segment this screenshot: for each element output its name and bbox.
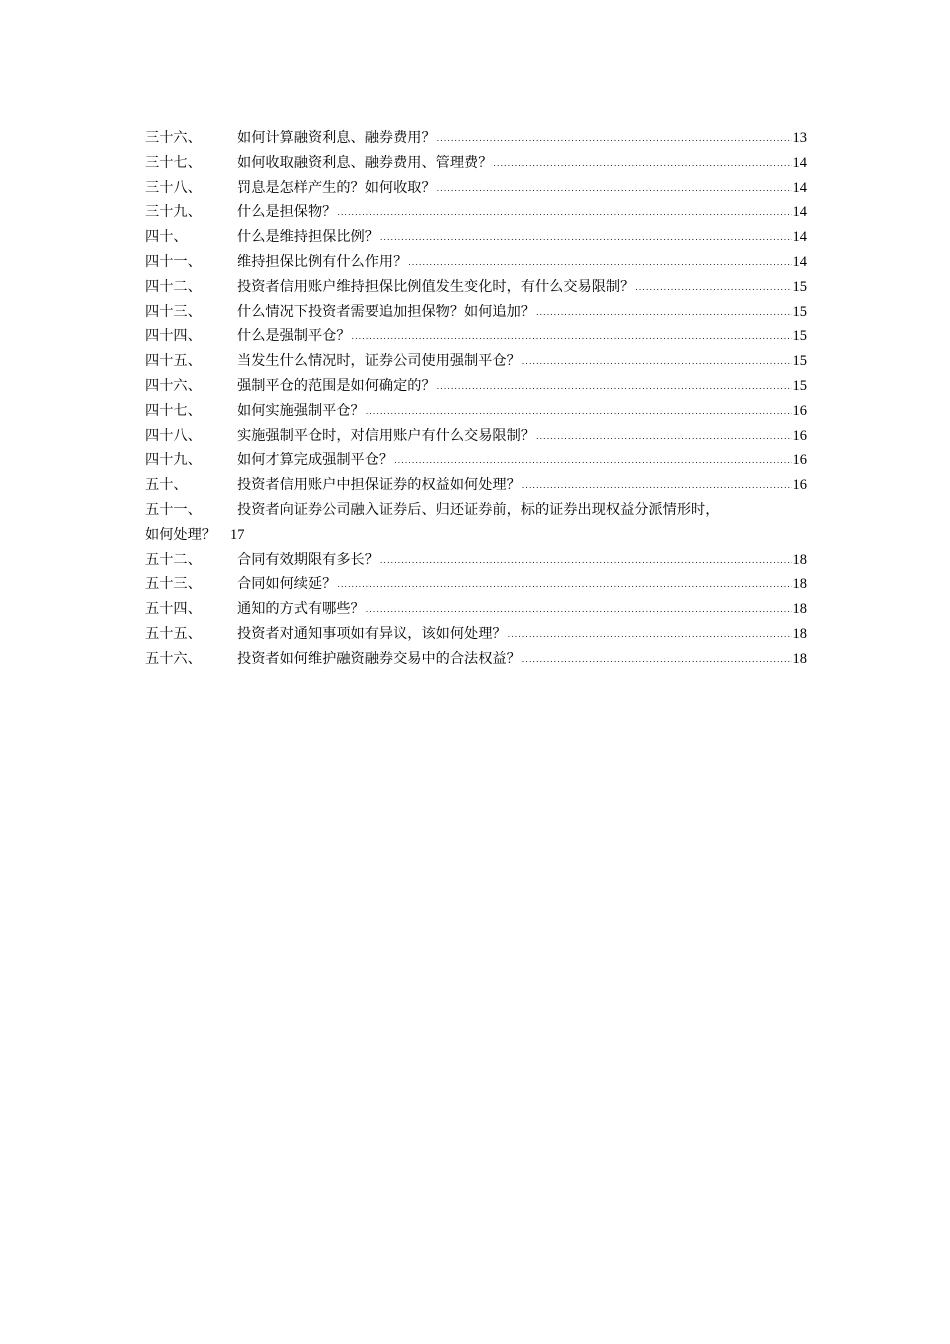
toc-entry-page: 16 <box>792 452 807 469</box>
toc-entry-page: 18 <box>792 576 807 593</box>
toc-entry-page: 14 <box>792 154 807 171</box>
toc-entry-page: 17 <box>229 526 245 543</box>
toc-entry-number: 四十七、 <box>145 402 202 419</box>
toc-entry-title: 强制平仓的范围是如何确定的？ <box>237 377 436 394</box>
toc-entry-page: 15 <box>792 303 807 320</box>
toc-entry-number: 五十一、 <box>145 501 202 518</box>
toc-entry-page: 15 <box>792 328 807 345</box>
toc-entry-number: 四十八、 <box>145 427 202 444</box>
toc-entry-page: 14 <box>792 229 807 246</box>
toc-entry-wrapped-line1 <box>145 498 807 523</box>
toc-entry-number: 五十四、 <box>145 601 202 618</box>
toc-entry-title: 如何才算完成强制平仓？ <box>237 452 394 469</box>
toc-dot-leader <box>493 152 791 177</box>
toc-entry[interactable] <box>145 300 807 325</box>
toc-entry-number: 五十、 <box>145 477 188 494</box>
toc-entries-after-group <box>145 548 807 672</box>
toc-entry-title: 如何收取融资利息、融券费用、管理费？ <box>237 154 493 171</box>
toc-entry-page: 15 <box>792 377 807 394</box>
toc-entry-title: 投资者信用账户维持担保比例值发生变化时，有什么交易限制？ <box>237 278 635 295</box>
toc-entry-page: 16 <box>792 477 807 494</box>
toc-entry-page: 18 <box>792 625 807 642</box>
toc-entry-page: 16 <box>792 427 807 444</box>
toc-entry-number: 四十一、 <box>145 253 202 270</box>
toc-entry-page: 13 <box>792 130 807 146</box>
toc-entries-group <box>145 126 807 498</box>
toc-entry[interactable] <box>145 126 807 151</box>
toc-entry-title: 什么情况下投资者需要追加担保物？如何追加？ <box>237 303 535 320</box>
toc-entry[interactable] <box>145 225 807 250</box>
toc-entry-title: 合同如何续延？ <box>237 576 337 593</box>
toc-entry[interactable] <box>145 572 807 597</box>
table-of-contents <box>145 126 807 672</box>
toc-dot-leader <box>352 325 792 350</box>
toc-dot-leader <box>408 251 791 276</box>
toc-dot-leader <box>380 226 792 251</box>
toc-entry-number: 三十八、 <box>145 179 202 196</box>
toc-entry-page: 14 <box>792 204 807 221</box>
toc-entry-title: 投资者对通知事项如有异议，该如何处理？ <box>237 625 507 642</box>
toc-entry-title: 当发生什么情况时，证券公司使用强制平仓？ <box>237 353 521 370</box>
toc-entry-page: 15 <box>792 278 807 295</box>
toc-entry-title: 如何计算融资利息、融券费用？ <box>237 130 436 146</box>
toc-entry[interactable] <box>145 349 807 374</box>
toc-entry-title: 如何实施强制平仓？ <box>237 402 365 419</box>
toc-entry-number: 四十九、 <box>145 452 202 469</box>
toc-entry-title: 什么是维持担保比例？ <box>237 229 379 246</box>
toc-entry[interactable] <box>145 176 807 201</box>
toc-entry-page: 18 <box>792 601 807 618</box>
toc-dot-leader <box>380 549 792 574</box>
toc-entry-number: 四十三、 <box>145 303 202 320</box>
toc-dot-leader <box>394 449 791 474</box>
toc-entry-page: 14 <box>792 179 807 196</box>
toc-entry-title: 投资者向证券公司融入证券后、归还证券前，标的证券出现权益分派情形时， <box>237 501 720 518</box>
toc-entry-page: 14 <box>792 253 807 270</box>
toc-entry[interactable] <box>145 597 807 622</box>
toc-entry-wrapped-line2 <box>145 523 807 548</box>
toc-entry-page: 15 <box>792 353 807 370</box>
toc-entry[interactable] <box>145 647 807 672</box>
toc-dot-leader <box>437 177 792 202</box>
toc-entry-number: 四十四、 <box>145 328 202 345</box>
toc-dot-leader <box>536 301 792 326</box>
toc-entry-title: 实施强制平仓时，对信用账户有什么交易限制？ <box>237 427 535 444</box>
toc-entry-number: 三十九、 <box>145 204 202 221</box>
toc-dot-leader <box>337 573 791 598</box>
toc-dot-leader <box>337 201 791 226</box>
toc-entry[interactable] <box>145 200 807 225</box>
toc-entry-number: 五十五、 <box>145 625 202 642</box>
toc-entry[interactable] <box>145 324 807 349</box>
toc-dot-leader <box>366 400 792 425</box>
toc-entry[interactable] <box>145 424 807 449</box>
toc-dot-leader <box>522 474 792 499</box>
toc-entry-page: 18 <box>792 551 807 568</box>
toc-entry-title: 合同有效期限有多长？ <box>237 551 379 568</box>
toc-entry-number: 三十六、 <box>145 130 202 146</box>
toc-dot-leader <box>536 425 792 450</box>
toc-entry-page: 16 <box>792 402 807 419</box>
toc-entry[interactable] <box>145 399 807 424</box>
toc-entry-title-continued: 如何处理？ <box>145 526 216 543</box>
toc-entry-number: 三十七、 <box>145 154 202 171</box>
toc-dot-leader <box>635 276 791 301</box>
toc-dot-leader <box>522 648 792 673</box>
toc-entry[interactable] <box>145 250 807 275</box>
toc-entry[interactable] <box>145 473 807 498</box>
toc-entry-title: 通知的方式有哪些？ <box>237 601 365 618</box>
toc-entry[interactable] <box>145 622 807 647</box>
toc-entry-number: 四十、 <box>145 229 188 246</box>
toc-entry-number: 五十三、 <box>145 576 202 593</box>
toc-dot-leader <box>437 127 792 152</box>
toc-entry[interactable] <box>145 275 807 300</box>
toc-entry-title: 维持担保比例有什么作用？ <box>237 253 408 270</box>
toc-entry-page: 18 <box>792 650 807 667</box>
toc-entry-number: 四十六、 <box>145 377 202 394</box>
toc-entry-wrapped[interactable] <box>145 498 807 548</box>
toc-entry-title: 罚息是怎样产生的？如何收取？ <box>237 179 436 196</box>
toc-entry-title: 投资者信用账户中担保证券的权益如何处理？ <box>237 477 521 494</box>
toc-dot-leader <box>437 375 792 400</box>
toc-entry-number: 五十六、 <box>145 650 202 667</box>
toc-dot-leader <box>522 350 792 375</box>
toc-entry-number: 四十五、 <box>145 353 202 370</box>
toc-entry-number: 四十二、 <box>145 278 202 295</box>
toc-entry-title: 什么是强制平仓？ <box>237 328 351 345</box>
toc-dot-leader <box>508 623 792 648</box>
toc-entry-title: 投资者如何维护融资融券交易中的合法权益？ <box>237 650 521 667</box>
toc-entry[interactable] <box>145 548 807 573</box>
toc-entry[interactable] <box>145 448 807 473</box>
toc-entry[interactable] <box>145 151 807 176</box>
toc-entry-number: 五十二、 <box>145 551 202 568</box>
toc-entry-title: 什么是担保物？ <box>237 204 337 221</box>
toc-entry[interactable] <box>145 374 807 399</box>
toc-dot-leader <box>366 598 792 623</box>
